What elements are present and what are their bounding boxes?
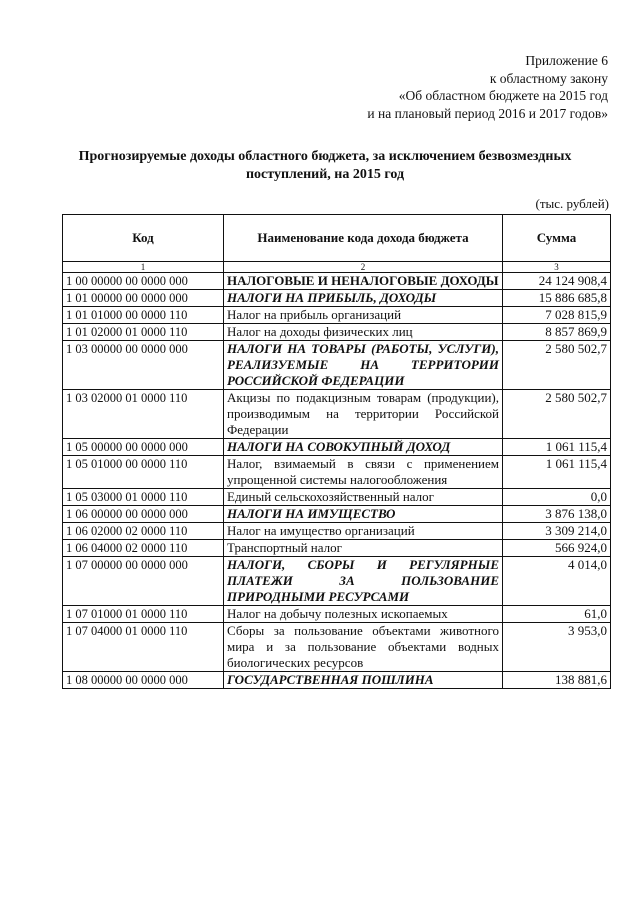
row-name: ГОСУДАРСТВЕННАЯ ПОШЛИНА bbox=[224, 672, 503, 689]
row-amount: 1 061 115,4 bbox=[503, 439, 611, 456]
row-amount: 3 309 214,0 bbox=[503, 523, 611, 540]
row-code: 1 07 01000 01 0000 110 bbox=[63, 606, 224, 623]
row-code: 1 06 00000 00 0000 000 bbox=[63, 506, 224, 523]
column-number-3: 3 bbox=[503, 262, 611, 273]
revenue-table bbox=[62, 214, 611, 689]
row-code: 1 01 02000 01 0000 110 bbox=[63, 324, 224, 341]
annex-header bbox=[367, 52, 608, 122]
title-line-2: поступлений, на 2015 год bbox=[245, 167, 405, 182]
row-code: 1 05 01000 00 0000 110 bbox=[63, 456, 224, 489]
table-row bbox=[63, 557, 611, 606]
units-note: (тыс. рублей) bbox=[535, 196, 609, 211]
row-name: НАЛОГИ НА ПРИБЫЛЬ, ДОХОДЫ bbox=[224, 290, 503, 307]
row-name: Транспортный налог bbox=[224, 540, 503, 557]
table-row bbox=[63, 489, 611, 506]
row-name: Единый сельскохозяйственный налог bbox=[224, 489, 503, 506]
document-title bbox=[40, 148, 610, 184]
row-amount: 15 886 685,8 bbox=[503, 290, 611, 307]
row-code: 1 07 00000 00 0000 000 bbox=[63, 557, 224, 606]
row-name: НАЛОГИ НА СОВОКУПНЫЙ ДОХОД bbox=[224, 439, 503, 456]
row-amount: 4 014,0 bbox=[503, 557, 611, 606]
table-row bbox=[63, 672, 611, 689]
table-body bbox=[63, 273, 611, 689]
table-row bbox=[63, 623, 611, 672]
title-line-1: Прогнозируемые доходы областного бюджета, за исключением безвозмездных bbox=[78, 149, 572, 164]
annex-line-1: Приложение 6 bbox=[525, 53, 608, 68]
row-name: НАЛОГИ НА ТОВАРЫ (РАБОТЫ, УСЛУГИ), РЕАЛИЗУЕМЫЕ НА ТЕРРИТОРИИ РОССИЙСКОЙ ФЕДЕРАЦИИ bbox=[224, 341, 503, 390]
table-row bbox=[63, 324, 611, 341]
header-name: Наименование кода дохода бюджета bbox=[224, 215, 503, 262]
row-name: Налог на доходы физических лиц bbox=[224, 324, 503, 341]
column-number-row bbox=[63, 262, 611, 273]
row-amount: 3 876 138,0 bbox=[503, 506, 611, 523]
row-code: 1 05 00000 00 0000 000 bbox=[63, 439, 224, 456]
row-name: НАЛОГОВЫЕ И НЕНАЛОГОВЫЕ ДОХОДЫ bbox=[224, 273, 503, 290]
row-amount: 0,0 bbox=[503, 489, 611, 506]
row-amount: 3 953,0 bbox=[503, 623, 611, 672]
row-amount: 2 580 502,7 bbox=[503, 341, 611, 390]
row-code: 1 01 00000 00 0000 000 bbox=[63, 290, 224, 307]
row-name: Сборы за пользование объектами животного мира и за пользование объектами водных биологических ресурсов bbox=[224, 623, 503, 672]
column-number-1: 1 bbox=[63, 262, 224, 273]
table-row bbox=[63, 390, 611, 439]
row-amount: 1 061 115,4 bbox=[503, 456, 611, 489]
row-code: 1 03 00000 00 0000 000 bbox=[63, 341, 224, 390]
table-row bbox=[63, 506, 611, 523]
row-name: НАЛОГИ НА ИМУЩЕСТВО bbox=[224, 506, 503, 523]
table-row bbox=[63, 523, 611, 540]
row-code: 1 00 00000 00 0000 000 bbox=[63, 273, 224, 290]
row-code: 1 06 02000 02 0000 110 bbox=[63, 523, 224, 540]
row-amount: 24 124 908,4 bbox=[503, 273, 611, 290]
table-row bbox=[63, 606, 611, 623]
table-row bbox=[63, 307, 611, 324]
row-amount: 138 881,6 bbox=[503, 672, 611, 689]
row-code: 1 07 04000 01 0000 110 bbox=[63, 623, 224, 672]
table-row bbox=[63, 439, 611, 456]
table-row bbox=[63, 273, 611, 290]
table-row bbox=[63, 290, 611, 307]
row-name: Налог на прибыль организаций bbox=[224, 307, 503, 324]
table-row bbox=[63, 456, 611, 489]
row-name: Налог, взимаемый в связи с применением упрощенной системы налогообложения bbox=[224, 456, 503, 489]
annex-line-3: «Об областном бюджете на 2015 год bbox=[398, 88, 608, 103]
row-code: 1 05 03000 01 0000 110 bbox=[63, 489, 224, 506]
table-header-row bbox=[63, 215, 611, 262]
row-name: Акцизы по подакцизным товарам (продукции), производимым на территории Российской Федерации bbox=[224, 390, 503, 439]
row-code: 1 03 02000 01 0000 110 bbox=[63, 390, 224, 439]
row-code: 1 08 00000 00 0000 000 bbox=[63, 672, 224, 689]
row-amount: 7 028 815,9 bbox=[503, 307, 611, 324]
row-amount: 8 857 869,9 bbox=[503, 324, 611, 341]
row-name: Налог на добычу полезных ископаемых bbox=[224, 606, 503, 623]
table-row bbox=[63, 540, 611, 557]
header-amount: Сумма bbox=[503, 215, 611, 262]
annex-line-4: и на плановый период 2016 и 2017 годов» bbox=[367, 105, 608, 121]
row-amount: 61,0 bbox=[503, 606, 611, 623]
column-number-2: 2 bbox=[224, 262, 503, 273]
table-row bbox=[63, 341, 611, 390]
row-code: 1 01 01000 00 0000 110 bbox=[63, 307, 224, 324]
annex-line-2: к областному закону bbox=[489, 70, 608, 86]
row-name: НАЛОГИ, СБОРЫ И РЕГУЛЯРНЫЕ ПЛАТЕЖИ ЗА ПОЛЬЗОВАНИЕ ПРИРОДНЫМИ РЕСУРСАМИ bbox=[224, 557, 503, 606]
row-amount: 2 580 502,7 bbox=[503, 390, 611, 439]
row-code: 1 06 04000 02 0000 110 bbox=[63, 540, 224, 557]
header-code: Код bbox=[63, 215, 224, 262]
row-amount: 566 924,0 bbox=[503, 540, 611, 557]
row-name: Налог на имущество организаций bbox=[224, 523, 503, 540]
